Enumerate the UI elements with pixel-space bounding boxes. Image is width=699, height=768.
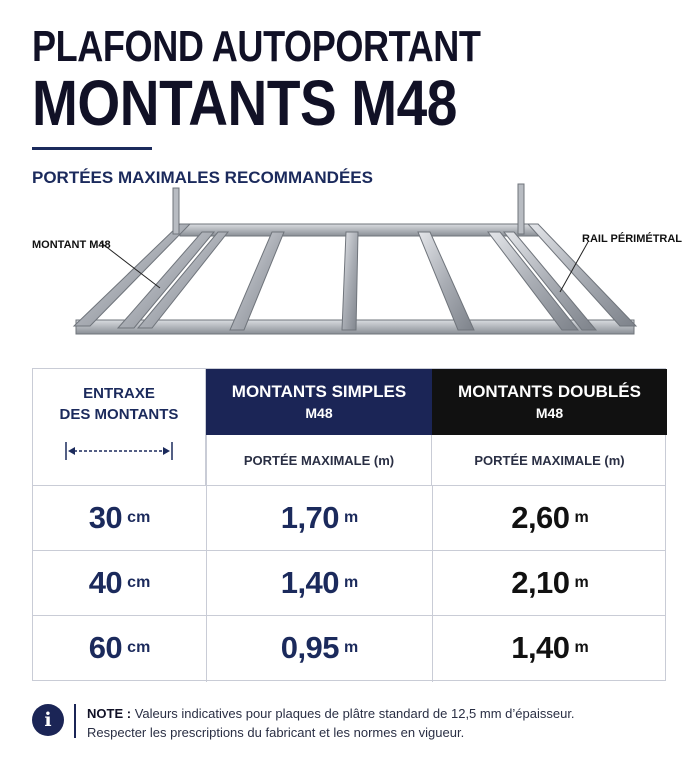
table-row-1-simple: 1,70 m [280, 500, 359, 535]
title-underline [32, 147, 152, 150]
note-label: NOTE : [87, 706, 132, 721]
subheader-double: PORTÉE MAXIMALE (m) [474, 452, 625, 468]
section-subtitle: PORTÉES MAXIMALES RECOMMANDÉES [32, 168, 373, 187]
callout-rail-label: RAIL PÉRIMÉTRAL [582, 233, 683, 245]
table-row-3-spacing: 60 cm [88, 630, 151, 665]
title-line-2: MONTANTS M48 [32, 67, 457, 139]
double-arrow-icon [64, 439, 174, 463]
spacing-header-line2: DES MONTANTS [59, 406, 179, 423]
column-header-double-title: MONTANTS DOUBLÉS [458, 382, 641, 401]
spacing-header [33, 369, 206, 485]
title-line-1: PLAFOND AUTOPORTANT [32, 22, 481, 71]
column-header-simple-model: M48 [305, 405, 333, 421]
ceiling-frame-illustration [30, 180, 683, 350]
frame-drawing [30, 180, 670, 350]
info-icon: i [32, 704, 64, 736]
note-text [87, 704, 687, 742]
subheader-simple: PORTÉE MAXIMALE (m) [206, 435, 432, 485]
column-header-double [432, 369, 667, 435]
spacing-header-line1: ENTRAXE [83, 385, 155, 402]
span-table [32, 368, 666, 681]
column-header-double-model: M48 [535, 405, 564, 421]
column-header-simple [206, 369, 432, 435]
note-line-1: Valeurs indicatives pour plaques de plâtre standard de 12,5 mm d’épaisseur. [134, 706, 575, 721]
note-line-2: Respecter les prescriptions du fabricant et les normes en vigueur. [87, 725, 465, 740]
table-row-1-spacing: 30 cm [88, 500, 151, 535]
table-row-2-simple: 1,40 m [280, 565, 359, 600]
table-row-2-spacing: 40 cm [88, 565, 151, 600]
table-row-3-double: 1,40 m [511, 630, 589, 665]
table-row-3-simple: 0,95 m [280, 630, 359, 665]
callout-stud-label: MONTANT M48 [32, 239, 111, 251]
note-divider [74, 704, 76, 738]
table-row-2-double: 2,10 m [511, 565, 589, 600]
table-row-1-double: 2,60 m [511, 500, 589, 535]
column-header-simple-title: MONTANTS SIMPLES [231, 382, 407, 401]
